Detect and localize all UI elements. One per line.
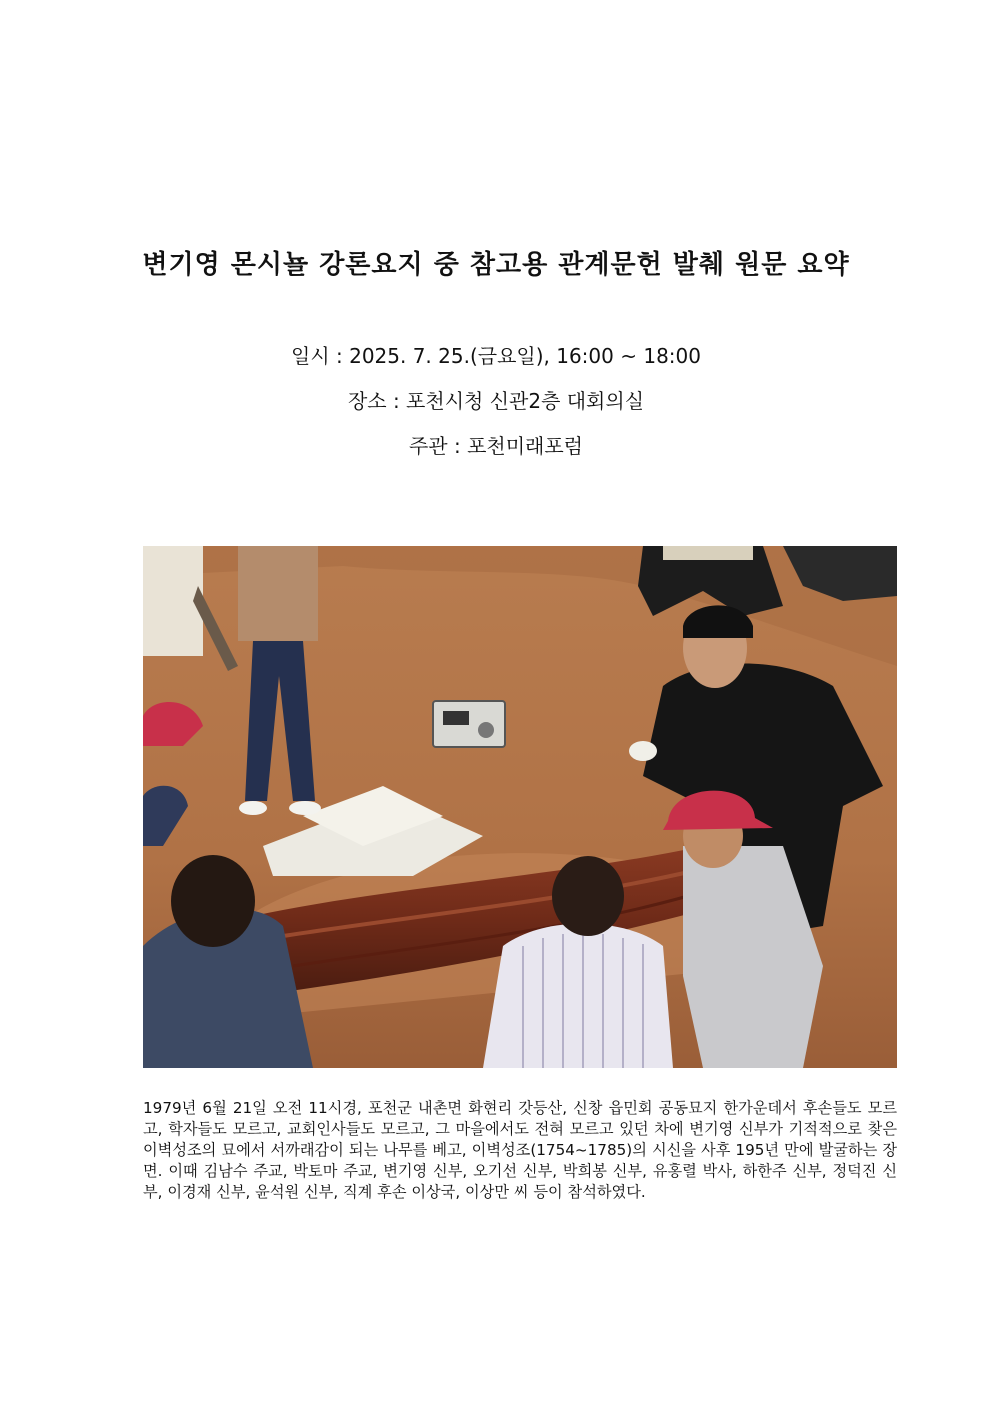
person-shirt [238,546,318,641]
event-host: 주관 : 포천미래포럼 [408,434,583,458]
radio-speaker [478,722,494,738]
striped-shirt-hair [552,856,624,936]
event-date: 일시 : 2025. 7. 25.(금요일), 16:00 ~ 18:00 [291,344,701,368]
event-place: 장소 : 포천시청 신관2층 대회의실 [347,389,645,413]
photo-caption: 1979년 6월 21일 오전 11시경, 포천군 내촌면 화현리 갓등산, 신창 읍민회 공동묘지 한가운데서 후손들도 모르고, 학자들도 모르고, 교회인사들도 모르고, 그 마을에서도 전혀 모르고 있던 차에 변기영 신부가 기적적으로 찾은 이벽성조의 묘에서 서까래감이 되는 나무를 베고, 이벽성조(1754~1785)의 시신을 사후 195년 만에 발굴하는 장면. 이때 김남수 주교, 박토마 주교, 변기영 신부, 오기선 신부, 박희봉 신부, 유홍렬 박사, 하한주 신부, 정덕진 신부, 이경재 신부, 윤석원 신부, 직계 후손 이상국, 이상만 씨 등이 참석하였다. [143,1099,897,1202]
page-title: 변기영 몬시뇰 강론요지 중 참고용 관계문헌 발췌 원문 요약 [142,250,850,280]
striped-shirt-person [483,924,673,1069]
person-shoe [239,801,267,815]
excavation-photo-illustration [143,546,897,1068]
radio-dial [443,711,469,725]
excavation-photo [143,546,897,1068]
crouching-person-shirt [663,546,753,560]
priest-glove [629,741,657,761]
grey-suit-hair [171,855,255,947]
person-shoe [289,801,321,815]
